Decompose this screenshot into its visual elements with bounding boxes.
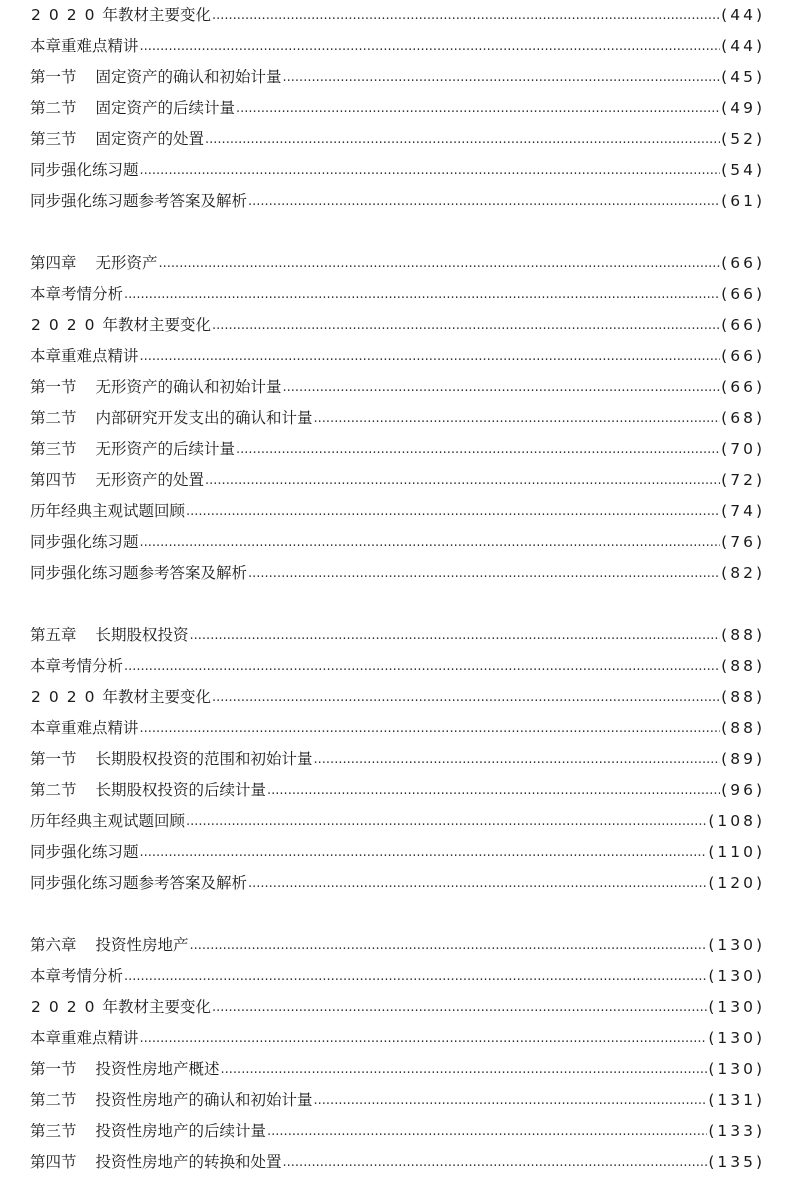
toc-section-number: 第二节	[30, 99, 77, 117]
toc-entry-title	[30, 930, 189, 961]
toc-page-number: (68)	[721, 409, 765, 427]
toc-title-text: 同步强化练习题	[30, 843, 139, 861]
toc-title-text: 固定资产的处置	[95, 130, 205, 148]
table-of-contents	[30, 0, 765, 1178]
toc-title-text: 投资性房地产	[95, 936, 189, 954]
toc-title-text: 历年经典主观试题回顾	[30, 812, 186, 830]
toc-page-number: (88)	[721, 626, 765, 644]
toc-title-text: 固定资产的确认和初始计量	[95, 68, 282, 86]
toc-title-text: 本章重难点精讲	[30, 1029, 139, 1047]
dot-leader	[186, 806, 707, 837]
toc-entry	[30, 279, 765, 310]
toc-entry	[30, 465, 765, 496]
toc-entry-title	[30, 465, 204, 496]
toc-entry-title	[30, 434, 235, 465]
toc-entry	[30, 1085, 765, 1116]
toc-section-number: 第一节	[30, 750, 77, 768]
toc-entry	[30, 992, 765, 1023]
dot-leader	[140, 837, 708, 868]
toc-entry	[30, 248, 765, 279]
toc-page-number: (82)	[721, 564, 765, 582]
toc-entry-title	[30, 651, 123, 682]
toc-entry	[30, 775, 765, 806]
toc-entry	[30, 868, 765, 899]
dot-leader	[314, 744, 721, 775]
dot-leader	[124, 651, 720, 682]
toc-title-text: 同步强化练习题	[30, 161, 139, 179]
toc-title-text: 本章考情分析	[30, 967, 124, 985]
dot-leader	[267, 775, 720, 806]
toc-entry	[30, 744, 765, 775]
toc-entry	[30, 62, 765, 93]
toc-title-text: 投资性房地产的后续计量	[95, 1122, 267, 1140]
toc-title-text: 投资性房地产的确认和初始计量	[95, 1091, 313, 1109]
toc-entry	[30, 372, 765, 403]
toc-entry-title	[30, 248, 158, 279]
toc-entry-title	[30, 868, 247, 899]
toc-year: 2020	[31, 316, 103, 334]
toc-entry	[30, 527, 765, 558]
toc-title-text: 投资性房地产概述	[95, 1060, 220, 1078]
toc-section-number: 第三节	[30, 130, 77, 148]
toc-entry-title	[30, 1054, 220, 1085]
toc-page-number: (66)	[721, 347, 765, 365]
toc-page-number: (133)	[708, 1122, 765, 1140]
toc-section-number: 第四章	[30, 254, 77, 272]
toc-entry-title	[30, 341, 139, 372]
toc-entry	[30, 837, 765, 868]
toc-entry	[30, 155, 765, 186]
toc-section-number: 第二节	[30, 409, 77, 427]
toc-entry-title	[30, 620, 189, 651]
toc-entry	[30, 124, 765, 155]
dot-leader	[283, 62, 721, 93]
toc-title-text: 本章重难点精讲	[30, 719, 139, 737]
toc-page-number: (61)	[721, 192, 765, 210]
toc-title-text: 本章考情分析	[30, 285, 124, 303]
toc-entry	[30, 961, 765, 992]
toc-entry	[30, 713, 765, 744]
toc-entry	[30, 31, 765, 62]
dot-leader	[140, 31, 721, 62]
toc-entry	[30, 310, 765, 341]
toc-page-number: (52)	[721, 130, 765, 148]
toc-entry	[30, 186, 765, 217]
dot-leader	[248, 186, 720, 217]
toc-title-text: 投资性房地产的转换和处置	[95, 1153, 282, 1171]
dot-leader	[314, 1085, 708, 1116]
toc-title-text: 本章重难点精讲	[30, 347, 139, 365]
toc-page-number: (96)	[721, 781, 765, 799]
toc-page-number: (110)	[708, 843, 765, 861]
toc-entry-title	[30, 1023, 139, 1054]
toc-entry	[30, 434, 765, 465]
toc-entry	[30, 806, 765, 837]
toc-section-number: 第三节	[30, 440, 77, 458]
toc-title-text: 无形资产	[95, 254, 158, 272]
toc-page-number: (120)	[708, 874, 765, 892]
dot-leader	[314, 403, 721, 434]
dot-leader	[212, 992, 707, 1023]
toc-section-number: 第四节	[30, 1153, 77, 1171]
toc-entry	[30, 403, 765, 434]
dot-leader	[205, 124, 720, 155]
toc-entry-title	[30, 682, 211, 713]
toc-page-number: (131)	[708, 1091, 765, 1109]
toc-entry	[30, 651, 765, 682]
toc-title-text: 长期股权投资	[95, 626, 189, 644]
toc-page-number: (108)	[708, 812, 765, 830]
dot-leader	[248, 558, 720, 589]
toc-title-text: 无形资产的后续计量	[95, 440, 236, 458]
dot-leader	[283, 1147, 708, 1178]
toc-page-number: (70)	[721, 440, 765, 458]
toc-entry	[30, 1116, 765, 1147]
toc-section-number: 第一节	[30, 1060, 77, 1078]
toc-title-text: 固定资产的后续计量	[95, 99, 236, 117]
toc-page-number: (54)	[721, 161, 765, 179]
toc-page-number: (66)	[721, 285, 765, 303]
toc-section-number: 第四节	[30, 471, 77, 489]
toc-page-number: (72)	[721, 471, 765, 489]
dot-leader	[190, 930, 708, 961]
toc-entry-title	[30, 62, 282, 93]
toc-entry	[30, 93, 765, 124]
dot-leader	[124, 279, 720, 310]
toc-section-number: 第五章	[30, 626, 77, 644]
toc-title-text: 年教材主要变化	[102, 998, 211, 1016]
toc-entry-title	[30, 713, 139, 744]
toc-title-text: 年教材主要变化	[102, 688, 211, 706]
toc-page-number: (66)	[721, 316, 765, 334]
toc-page-number: (130)	[708, 998, 765, 1016]
toc-title-text: 同步强化练习题参考答案及解析	[30, 874, 248, 892]
toc-entry-title	[30, 155, 139, 186]
toc-title-text: 同步强化练习题参考答案及解析	[30, 192, 248, 210]
dot-leader	[124, 961, 707, 992]
toc-page-number: (88)	[721, 657, 765, 675]
toc-page-number: (44)	[721, 6, 765, 24]
dot-leader	[212, 682, 720, 713]
dot-leader	[159, 248, 721, 279]
toc-page-number: (45)	[721, 68, 765, 86]
toc-page-number: (130)	[708, 1029, 765, 1047]
toc-entry-title	[30, 496, 185, 527]
toc-title-text: 无形资产的确认和初始计量	[95, 378, 282, 396]
toc-title-text: 同步强化练习题	[30, 533, 139, 551]
toc-entry	[30, 1054, 765, 1085]
dot-leader	[186, 496, 720, 527]
dot-leader	[140, 155, 721, 186]
dot-leader	[248, 868, 707, 899]
dot-leader	[236, 434, 720, 465]
toc-section-number: 第六章	[30, 936, 77, 954]
toc-entry-title	[30, 837, 139, 868]
dot-leader	[283, 372, 721, 403]
dot-leader	[212, 0, 720, 31]
toc-page-number: (135)	[708, 1153, 765, 1171]
toc-title-text: 年教材主要变化	[102, 316, 211, 334]
dot-leader	[140, 713, 721, 744]
toc-entry-title	[30, 527, 139, 558]
toc-page-number: (88)	[721, 688, 765, 706]
toc-entry-title	[30, 961, 123, 992]
dot-leader	[205, 465, 720, 496]
toc-entry	[30, 0, 765, 31]
toc-year: 2020	[31, 688, 103, 706]
toc-page-number: (49)	[721, 99, 765, 117]
toc-page-number: (66)	[721, 254, 765, 272]
toc-entry	[30, 1023, 765, 1054]
toc-title-text: 年教材主要变化	[102, 6, 211, 24]
toc-entry-title	[30, 744, 313, 775]
toc-title-text: 长期股权投资的范围和初始计量	[95, 750, 313, 768]
toc-title-text: 本章考情分析	[30, 657, 124, 675]
toc-title-text: 内部研究开发支出的确认和计量	[95, 409, 313, 427]
toc-section-number: 第三节	[30, 1122, 77, 1140]
toc-page-number: (66)	[721, 378, 765, 396]
toc-title-text: 历年经典主观试题回顾	[30, 502, 186, 520]
toc-year: 2020	[31, 6, 103, 24]
toc-entry	[30, 1147, 765, 1178]
toc-section-number: 第一节	[30, 68, 77, 86]
toc-entry-title	[30, 403, 313, 434]
toc-entry	[30, 558, 765, 589]
toc-entry-title	[30, 124, 204, 155]
toc-year: 2020	[31, 998, 103, 1016]
toc-section-number: 第一节	[30, 378, 77, 396]
toc-entry-title	[30, 372, 282, 403]
toc-entry-title	[30, 775, 266, 806]
dot-leader	[140, 1023, 708, 1054]
toc-entry	[30, 341, 765, 372]
toc-entry-title	[30, 31, 139, 62]
toc-entry	[30, 496, 765, 527]
dot-leader	[236, 93, 720, 124]
toc-entry-title	[30, 186, 247, 217]
toc-entry-title	[30, 806, 185, 837]
toc-page-number: (74)	[721, 502, 765, 520]
dot-leader	[190, 620, 721, 651]
toc-entry-title	[30, 992, 211, 1023]
toc-title-text: 本章重难点精讲	[30, 37, 139, 55]
toc-section-number: 第二节	[30, 781, 77, 799]
toc-entry-title	[30, 1147, 282, 1178]
toc-page-number: (89)	[721, 750, 765, 768]
toc-title-text: 同步强化练习题参考答案及解析	[30, 564, 248, 582]
toc-title-text: 无形资产的处置	[95, 471, 205, 489]
toc-page-number: (44)	[721, 37, 765, 55]
toc-entry	[30, 682, 765, 713]
toc-section-number: 第二节	[30, 1091, 77, 1109]
dot-leader	[140, 341, 721, 372]
toc-page-number: (130)	[708, 967, 765, 985]
dot-leader	[212, 310, 720, 341]
dot-leader	[140, 527, 721, 558]
dot-leader	[221, 1054, 708, 1085]
toc-entry-title	[30, 0, 211, 31]
toc-page-number: (130)	[708, 1060, 765, 1078]
toc-page-number: (130)	[708, 936, 765, 954]
toc-entry	[30, 620, 765, 651]
toc-entry-title	[30, 279, 123, 310]
toc-title-text: 长期股权投资的后续计量	[95, 781, 267, 799]
toc-entry-title	[30, 1085, 313, 1116]
toc-entry-title	[30, 558, 247, 589]
toc-entry-title	[30, 310, 211, 341]
toc-page-number: (88)	[721, 719, 765, 737]
toc-entry	[30, 930, 765, 961]
toc-page-number: (76)	[721, 533, 765, 551]
dot-leader	[267, 1116, 707, 1147]
toc-entry-title	[30, 93, 235, 124]
toc-entry-title	[30, 1116, 266, 1147]
